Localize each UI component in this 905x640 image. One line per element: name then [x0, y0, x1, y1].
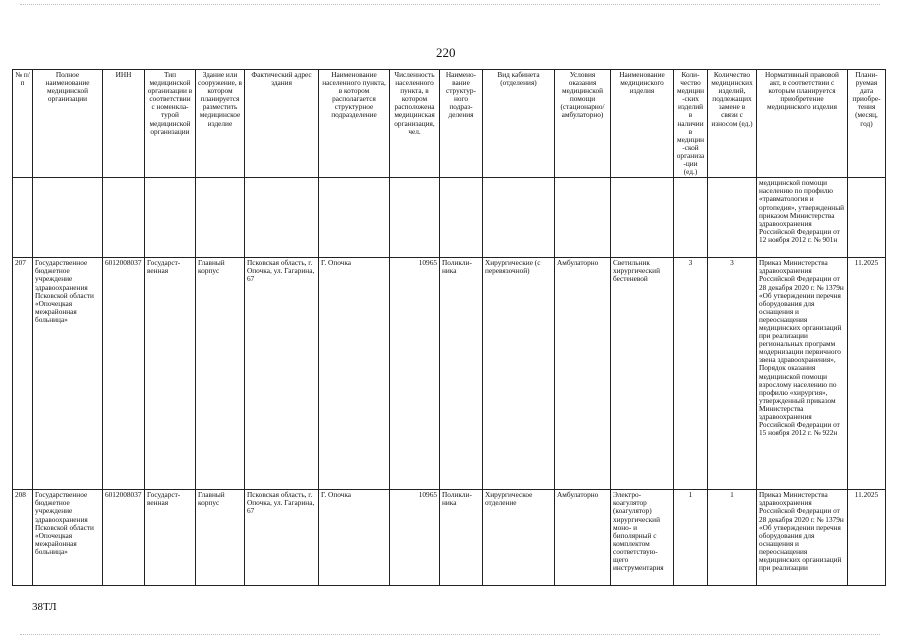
header-qty-available: Коли-чество медицин-ских изделий в наличии в медицин-ской организа-ции (ед.) — [674, 70, 708, 178]
cell-type: Государст-венная — [145, 258, 196, 490]
cell-conditions: Амбулаторно — [555, 490, 611, 586]
cell-org: Государственное бюджетное учреждение здравоохранения Псковской области «Опочецкая межрайонная больница» — [33, 490, 103, 586]
cell-num: 207 — [13, 258, 33, 490]
header-date: Плани-руемая дата приобре-тения (месяц, год) — [848, 70, 886, 178]
cell-num: 208 — [13, 490, 33, 586]
cell-subdivision: Поликли-ника — [440, 490, 483, 586]
header-inn: ИНН — [103, 70, 145, 178]
header-type: Тип медицинской организации в соответствии с номенкла-турой медицинской организации — [145, 70, 196, 178]
cell-org: Государственное бюджетное учреждение здравоохранения Псковской области «Опочецкая межрайонная больница» — [33, 258, 103, 490]
header-qty-replace: Количество медицинских изделий, подлежащих замене в связи с износом (ед.) — [708, 70, 757, 178]
scan-edge-top — [20, 4, 880, 7]
cell-device: Светильник хирургический бестеневой — [611, 258, 674, 490]
cell-locality: Г. Опочка — [319, 258, 390, 490]
cell-population: 10965 — [390, 258, 440, 490]
table-row — [13, 490, 886, 586]
cell-qty-available: 1 — [674, 490, 708, 586]
header-device: Наименование медицинского изделия — [611, 70, 674, 178]
scan-edge-bottom — [20, 634, 880, 637]
cell-cabinet: Хирургические (с перевязочной) — [483, 258, 555, 490]
cell-subdivision: Поликли-ника — [440, 258, 483, 490]
cell-date: 11.2025 — [848, 258, 886, 490]
header-address: Фактический адрес здания — [245, 70, 319, 178]
cell-qty-available: 3 — [674, 258, 708, 490]
header-building: Здание или сооружение, в котором планируется разместить медицинское изделие — [196, 70, 245, 178]
continuation-legal-act: медицинской помощи населению по профилю «травматология и ортопедия», утвержденный приказом Министерства здравоохранения Российской Федерации от 12 ноября 2012 г. № 901н — [757, 178, 848, 258]
cell-address: Псковская область, г. Опочка, ул. Гагарина, 67 — [245, 258, 319, 490]
cell-building: Главный корпус — [196, 490, 245, 586]
cell-date: 11.2025 — [848, 490, 886, 586]
cell-type: Государст-венная — [145, 490, 196, 586]
header-subdivision: Наимено-вание структур-ного подраз-деления — [440, 70, 483, 178]
cell-cabinet: Хирургическое отделение — [483, 490, 555, 586]
header-locality: Наименование населенного пункта, в котором располагается структурное подразделение — [319, 70, 390, 178]
cell-legal-act: Приказ Министерства здравоохранения Российской Федерации от 28 декабря 2020 г. № 1379н «Об утверждении перечня оборудования для оснащения и переоснащения медицинских организаций при реализации региональных программ модернизации первичного звена здравоохранения», Порядок оказания медицинской помощи взрослому населению по профилю «хирургия», утвержденный приказом Министерства здравоохранения Российской Федерации от 15 ноября 2012 г. № 922н — [757, 258, 848, 490]
footer-code: 38ТЛ — [32, 601, 57, 613]
cell-device: Электро-коагулятор (коагулятор) хирургический моно- и биполярный с комплектом соответствую-щего инструментария — [611, 490, 674, 586]
table-header-row — [13, 70, 886, 178]
cell-address: Псковская область, г. Опочка, ул. Гагарина, 67 — [245, 490, 319, 586]
cell-qty-replace: 3 — [708, 258, 757, 490]
cell-inn: 6012008037 — [103, 490, 145, 586]
cell-qty-replace: 1 — [708, 490, 757, 586]
table-row-continuation — [13, 178, 886, 258]
cell-conditions: Амбулаторно — [555, 258, 611, 490]
header-population: Численность населенного пункта, в котором расположена медицинская организация, чел. — [390, 70, 440, 178]
cell-locality: Г. Опочка — [319, 490, 390, 586]
header-legal-act: Нормативный правовой акт, в соответствии с которым планируется приобретение медицинского изделия — [757, 70, 848, 178]
cell-building: Главный корпус — [196, 258, 245, 490]
cell-inn: 6012008037 — [103, 258, 145, 490]
page-number: 220 — [436, 45, 456, 60]
header-org: Полное наименование медицинской организации — [33, 70, 103, 178]
header-conditions: Условия оказания медицинской помощи (стационарно/ амбулаторно) — [555, 70, 611, 178]
table-row — [13, 258, 886, 490]
header-cabinet: Вид кабинета (отделения) — [483, 70, 555, 178]
cell-legal-act: Приказ Министерства здравоохранения Российской Федерации от 28 декабря 2020 г. № 1379н «Об утверждении перечня оборудования для оснащения и переоснащения медицинских организаций при реализации — [757, 490, 848, 586]
cell-population: 10965 — [390, 490, 440, 586]
header-num: № п/п — [13, 70, 33, 178]
registry-table — [12, 69, 886, 586]
